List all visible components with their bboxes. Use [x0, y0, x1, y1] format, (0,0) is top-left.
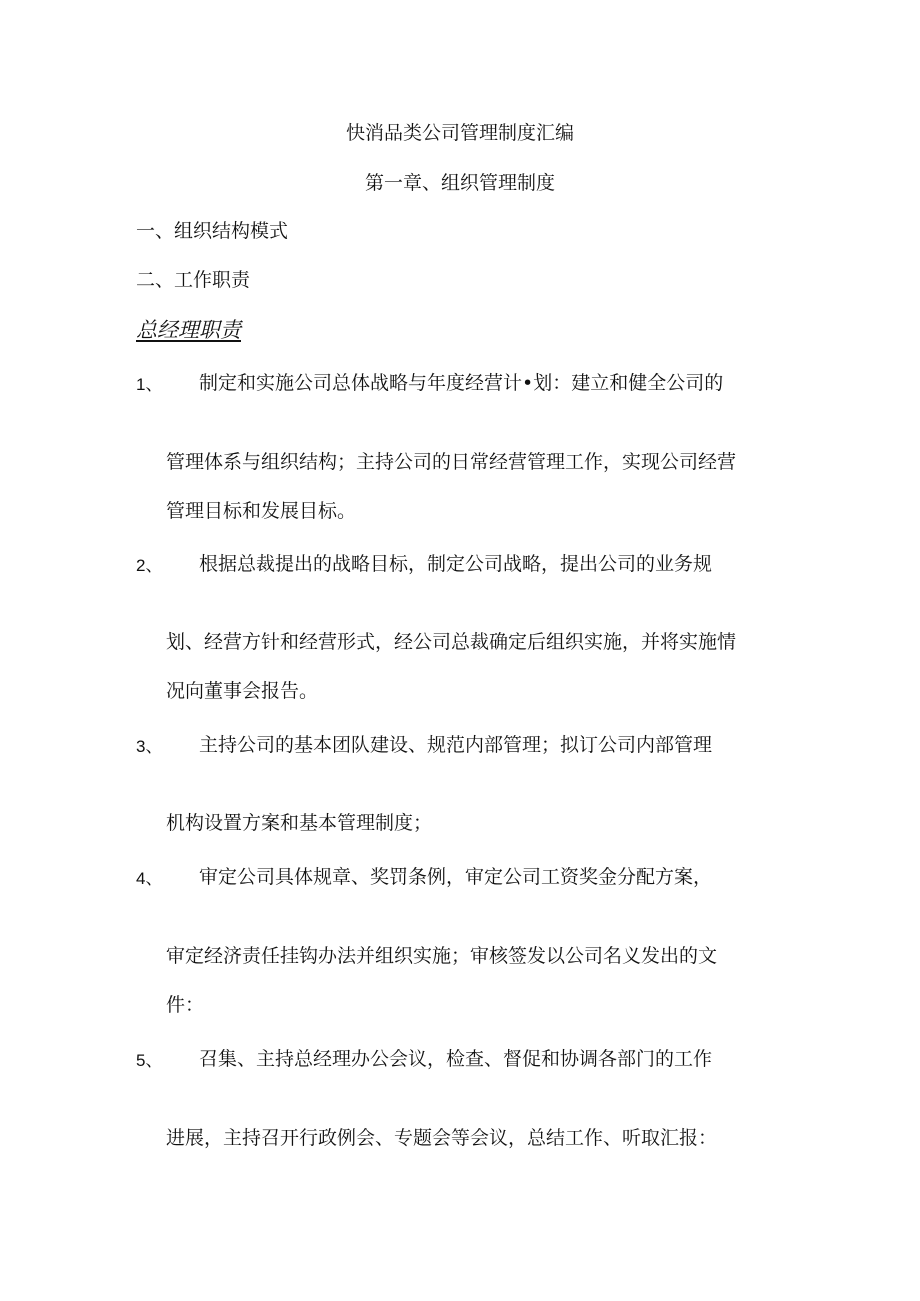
item-text-line: 审定公司具体规章、奖罚条例，审定公司工资奖金分配方案， [199, 866, 713, 888]
item-number: 1、 [136, 375, 163, 394]
item-text-line: 机构设置方案和基本管理制度； [166, 812, 433, 834]
item-text-line: 划、经营方针和经营形式，经公司总裁确定后组织实施，并将实施情 [166, 631, 737, 653]
item-text-line: 审定经济责任挂钩办法并组织实施；审核签发以公司名义发出的文 [166, 945, 718, 967]
section-heading-1: 一、组织结构模式 [136, 220, 289, 242]
section-heading-2: 二、工作职责 [136, 269, 251, 291]
item-number: 5、 [136, 1051, 163, 1070]
item-number: 2、 [136, 556, 163, 575]
document-title: 快消品类公司管理制度汇编 [345, 122, 574, 144]
item-text-line: 件： [166, 994, 205, 1016]
item-number: 4、 [136, 869, 163, 888]
item-number: 3、 [136, 737, 163, 756]
item-text-line: 制定和实施公司总体战略与年度经营计•划：建立和健全公司的 [199, 372, 724, 394]
item-text-line: 管理目标和发展目标。 [166, 500, 357, 522]
item-text-line: 召集、主持总经理办公会议，检查、督促和协调各部门的工作 [199, 1048, 713, 1070]
item-text-line: 进展，主持召开行政例会、专题会等会议，总结工作、听取汇报： [166, 1127, 718, 1149]
item-text-line: 况向董事会报告。 [166, 680, 319, 702]
chapter-heading: 第一章、组织管理制度 [364, 172, 555, 194]
subsection-heading: 总经理职责 [136, 318, 241, 342]
item-text-line: 管理体系与组织结构；主持公司的日常经营管理工作，实现公司经营 [166, 451, 737, 473]
item-text-line: 主持公司的基本团队建设、规范内部管理；拟订公司内部管理 [199, 734, 713, 756]
item-text-line: 根据总裁提出的战略目标，制定公司战略，提出公司的业务规 [199, 553, 713, 575]
